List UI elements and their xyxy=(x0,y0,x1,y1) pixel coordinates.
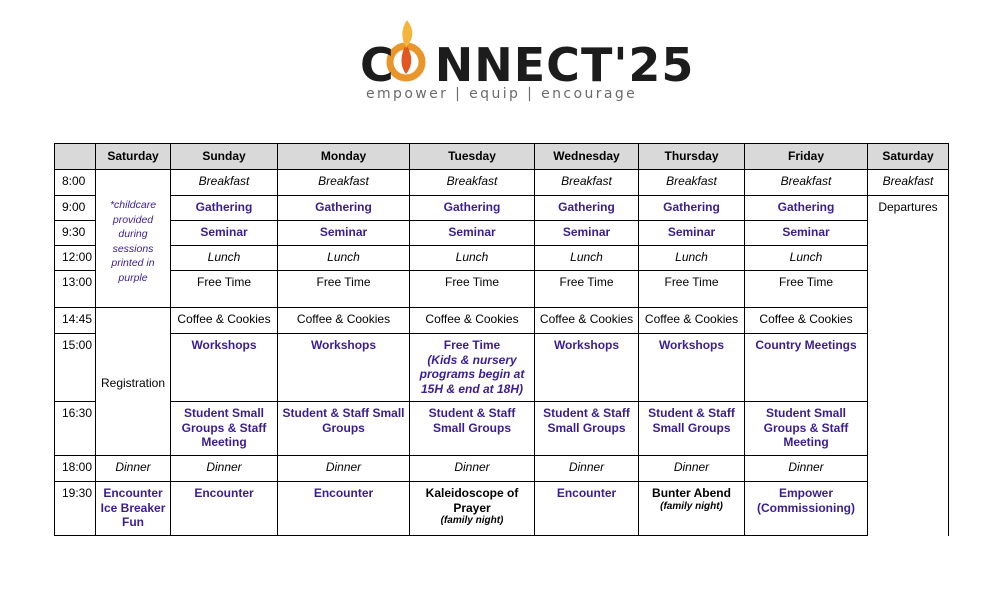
time-cell: 9:00 xyxy=(55,196,96,221)
kaleidoscope-title: Kaleidoscope of Prayer xyxy=(425,486,519,515)
seminar-wed: Seminar xyxy=(535,221,639,246)
freetime-sun: Free Time xyxy=(171,271,278,308)
logo-word-prefix: C xyxy=(360,38,395,92)
time-cell: 18:00 xyxy=(55,456,96,482)
workshops-mon: Workshops xyxy=(278,334,410,402)
groups-thu: Student & Staff Small Groups xyxy=(639,402,745,456)
workshops-thu: Workshops xyxy=(639,334,745,402)
freetime-tue: Free Time xyxy=(410,271,535,308)
gathering-wed: Gathering xyxy=(535,196,639,221)
row-1445 xyxy=(55,308,949,334)
time-cell: 16:30 xyxy=(55,402,96,456)
dinner-tue: Dinner xyxy=(410,456,535,482)
header-time xyxy=(55,144,96,170)
coffee-fri: Coffee & Cookies xyxy=(745,308,868,334)
dinner-sun: Dinner xyxy=(171,456,278,482)
row-1300 xyxy=(55,271,949,308)
freetime-mon: Free Time xyxy=(278,271,410,308)
logo-word-suffix: NNECT'25 xyxy=(434,38,695,92)
header-row xyxy=(55,144,949,170)
coffee-sun: Coffee & Cookies xyxy=(171,308,278,334)
freetime-kids-tue xyxy=(410,334,535,402)
childcare-note: *childcare provided during sessions printed in purple xyxy=(109,199,157,284)
breakfast-fri: Breakfast xyxy=(745,170,868,196)
seminar-tue: Seminar xyxy=(410,221,535,246)
seminar-thu: Seminar xyxy=(639,221,745,246)
connect25-logo xyxy=(360,18,695,108)
empower-commissioning-fri: Empower (Commissioning) xyxy=(745,482,868,536)
family-night-note: (family night) xyxy=(440,515,504,526)
bunter-abend-thu xyxy=(639,482,745,536)
bunter-abend-title: Bunter Abend xyxy=(652,486,731,500)
gathering-sun: Gathering xyxy=(171,196,278,221)
row-1500 xyxy=(55,334,949,402)
lunch-mon: Lunch xyxy=(278,246,410,271)
encounter-mon: Encounter xyxy=(278,482,410,536)
row-1800 xyxy=(55,456,949,482)
row-0800 xyxy=(55,170,949,196)
dinner-sat1: Dinner xyxy=(96,456,171,482)
coffee-mon: Coffee & Cookies xyxy=(278,308,410,334)
header-thursday: Thursday xyxy=(639,144,745,170)
dinner-mon: Dinner xyxy=(278,456,410,482)
header-sunday: Sunday xyxy=(171,144,278,170)
kids-programs-note: (Kids & nursery programs begin at 15H & end at 18H) xyxy=(419,352,525,396)
encounter-icebreaker-sat1: Encounter Ice Breaker Fun xyxy=(96,482,171,536)
row-1930 xyxy=(55,482,949,536)
freetime-thu: Free Time xyxy=(639,271,745,308)
lunch-sun: Lunch xyxy=(171,246,278,271)
dinner-wed: Dinner xyxy=(535,456,639,482)
family-night-note: (family night) xyxy=(660,500,723,512)
row-0900 xyxy=(55,196,949,221)
row-1200 xyxy=(55,246,949,271)
time-cell: 9:30 xyxy=(55,221,96,246)
groups-tue: Student & Staff Small Groups xyxy=(410,402,535,456)
gathering-mon: Gathering xyxy=(278,196,410,221)
header-friday: Friday xyxy=(745,144,868,170)
header-saturday: Saturday xyxy=(96,144,171,170)
childcare-note-cell xyxy=(96,170,171,308)
coffee-thu: Coffee & Cookies xyxy=(639,308,745,334)
row-1630 xyxy=(55,402,949,456)
encounter-sun: Encounter xyxy=(171,482,278,536)
seminar-sun: Seminar xyxy=(171,221,278,246)
registration-cell: Registration xyxy=(96,308,171,456)
schedule-table xyxy=(54,143,949,536)
freetime-wed: Free Time xyxy=(535,271,639,308)
breakfast-sun: Breakfast xyxy=(171,170,278,196)
time-cell: 14:45 xyxy=(55,308,96,334)
gathering-fri: Gathering xyxy=(745,196,868,221)
freetime-title: Free Time xyxy=(443,338,501,352)
time-cell: 19:30 xyxy=(55,482,96,536)
lunch-tue: Lunch xyxy=(410,246,535,271)
time-cell: 13:00 xyxy=(55,271,96,308)
row-0930 xyxy=(55,221,949,246)
groups-mon: Student & Staff Small Groups xyxy=(278,402,410,456)
coffee-wed: Coffee & Cookies xyxy=(535,308,639,334)
header-saturday-2: Saturday xyxy=(868,144,949,170)
coffee-tue: Coffee & Cookies xyxy=(410,308,535,334)
header-monday: Monday xyxy=(278,144,410,170)
header-tuesday: Tuesday xyxy=(410,144,535,170)
breakfast-sat2: Breakfast xyxy=(868,170,949,196)
logo-tagline: empower | equip | encourage xyxy=(366,86,638,102)
groups-fri: Student Small Groups & Staff Meeting xyxy=(745,402,868,456)
lunch-wed: Lunch xyxy=(535,246,639,271)
logo-wordmark xyxy=(360,38,694,92)
kaleidoscope-tue xyxy=(410,482,535,536)
breakfast-wed: Breakfast xyxy=(535,170,639,196)
breakfast-thu: Breakfast xyxy=(639,170,745,196)
freetime-fri: Free Time xyxy=(745,271,868,308)
header-wednesday: Wednesday xyxy=(535,144,639,170)
groups-sun: Student Small Groups & Staff Meeting xyxy=(171,402,278,456)
workshops-sun: Workshops xyxy=(171,334,278,402)
seminar-mon: Seminar xyxy=(278,221,410,246)
country-meetings-fri: Country Meetings xyxy=(745,334,868,402)
encounter-wed: Encounter xyxy=(535,482,639,536)
time-cell: 12:00 xyxy=(55,246,96,271)
breakfast-mon: Breakfast xyxy=(278,170,410,196)
breakfast-tue: Breakfast xyxy=(410,170,535,196)
time-cell: 15:00 xyxy=(55,334,96,402)
gathering-tue: Gathering xyxy=(410,196,535,221)
groups-wed: Student & Staff Small Groups xyxy=(535,402,639,456)
gathering-thu: Gathering xyxy=(639,196,745,221)
lunch-thu: Lunch xyxy=(639,246,745,271)
time-cell: 8:00 xyxy=(55,170,96,196)
seminar-fri: Seminar xyxy=(745,221,868,246)
workshops-wed: Workshops xyxy=(535,334,639,402)
dinner-fri: Dinner xyxy=(745,456,868,482)
dinner-thu: Dinner xyxy=(639,456,745,482)
departures-cell: Departures xyxy=(868,196,949,334)
lunch-fri: Lunch xyxy=(745,246,868,271)
